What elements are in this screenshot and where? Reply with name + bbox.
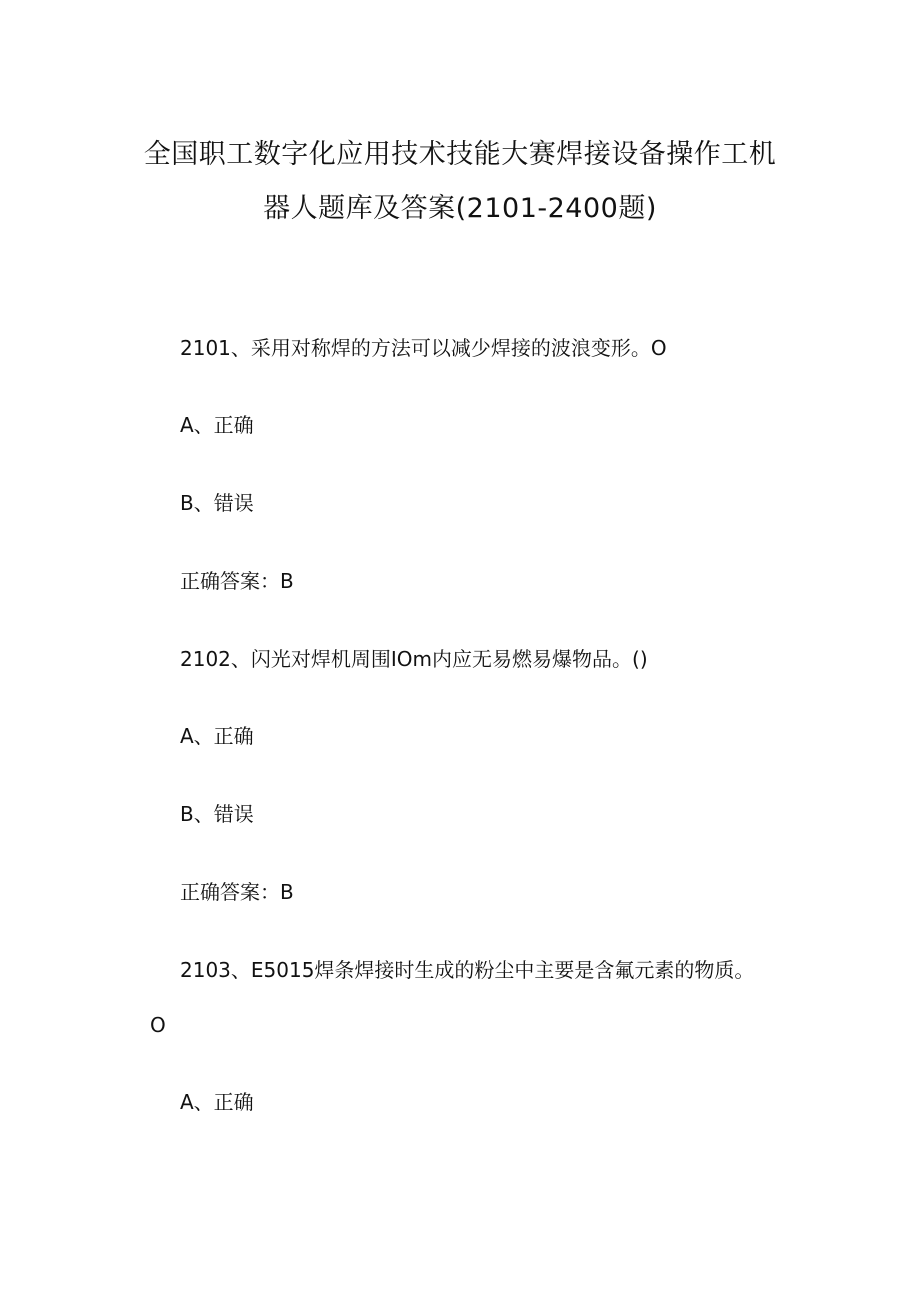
answer-2101: 正确答案：B <box>180 569 294 593</box>
title-line-1: 全国职工数字化应用技术技能大赛焊接设备操作工机 <box>143 139 777 170</box>
question-stem-2102: 2102、闪光对焊机周围IOm内应无易燃易爆物品。() <box>180 647 648 671</box>
option-a-2103: A、正确 <box>180 1090 254 1114</box>
option-a-2102: A、正确 <box>180 724 254 748</box>
question-stem-2101: 2101、采用对称焊的方法可以减少焊接的波浪变形。O <box>180 336 667 360</box>
title-line-2: 器人题库及答案(2101-2400题) <box>263 193 657 224</box>
question-stem-2103-tail: O <box>150 1013 166 1037</box>
option-b-2102: B、错误 <box>180 802 254 826</box>
option-b-2101: B、错误 <box>180 491 254 515</box>
question-stem-2103: 2103、E5015焊条焊接时生成的粉尘中主要是含氟元素的物质。 <box>180 958 755 982</box>
option-a-2101: A、正确 <box>180 413 254 437</box>
answer-2102: 正确答案：B <box>180 880 294 904</box>
document-title <box>130 128 790 236</box>
